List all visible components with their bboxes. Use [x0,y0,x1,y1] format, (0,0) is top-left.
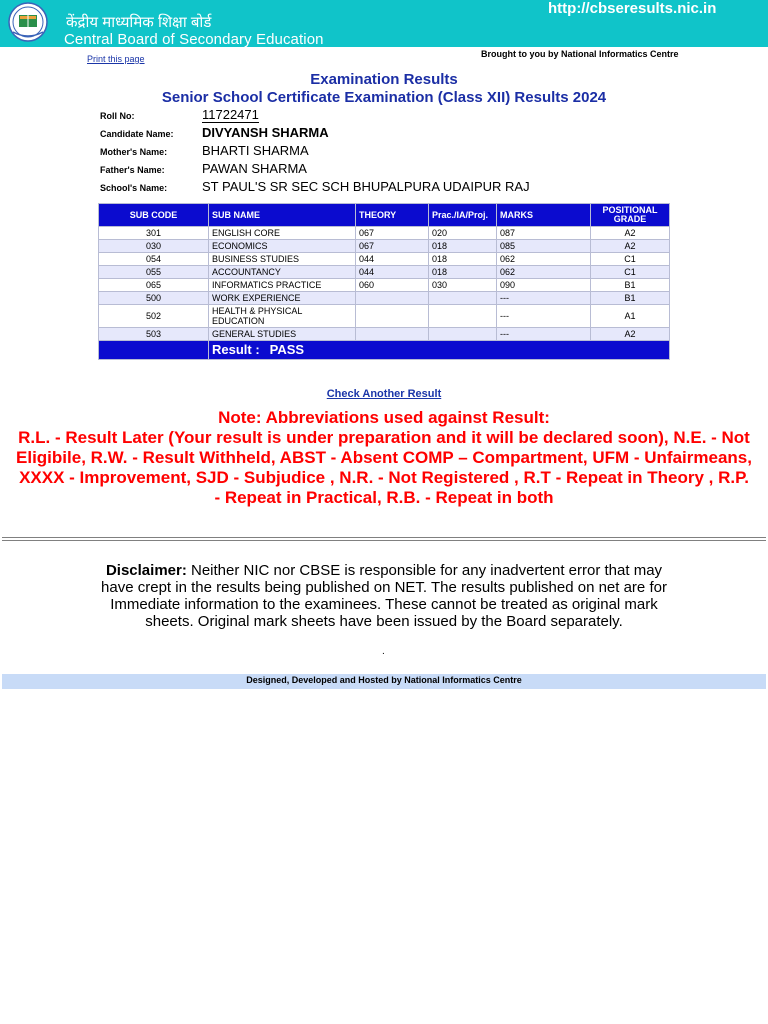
theory-cell: 067 [356,240,429,253]
candidate-name-value: DIVYANSH SHARMA [202,125,329,140]
sub-code-cell: 503 [99,328,209,341]
page-title: Examination Results [310,71,458,88]
sub-name-cell: ACCOUNTANCY [209,266,356,279]
hindi-board-title: केंद्रीय माध्यमिक शिक्षा बोर्ड [66,14,212,31]
marks-cell: 090 [497,279,591,292]
theory-cell [356,305,429,328]
trailing-dot: . [382,646,385,657]
disclaimer [96,562,672,630]
divider [2,537,766,541]
sub-code-cell: 030 [99,240,209,253]
sub-code-cell: 065 [99,279,209,292]
sub-name-cell: ECONOMICS [209,240,356,253]
theory-cell: 060 [356,279,429,292]
table-row [99,292,670,305]
table-header-row [99,204,670,227]
disclaimer-label: Disclaimer: [105,562,187,579]
grade-cell: B1 [591,279,670,292]
table-row [99,227,670,240]
sub-code-cell: 500 [99,292,209,305]
sub-code-cell: 055 [99,266,209,279]
disclaimer-text: Neither NIC nor CBSE is responsible for any inadvertent error that may have crept in the results being published on NET. The results published on net are for Immediate information to the examinees. These cannot be treated as original mark sheets. Original mark sheets have been issued by the Board separately. [101,562,667,630]
prac-cell: 030 [429,279,497,292]
father-name-value: PAWAN SHARMA [202,161,307,176]
sub-code-cell: 054 [99,253,209,266]
brought-by-text: Brought to you by National Informatics Centre [481,49,679,59]
cbse-logo-icon [5,2,52,44]
prac-cell: 020 [429,227,497,240]
roll-no-label: Roll No: [100,111,135,121]
prac-cell: 018 [429,253,497,266]
result-cell [209,341,670,360]
footer-bar [2,674,766,689]
table-row [99,253,670,266]
grade-cell: A2 [591,240,670,253]
sub-name-cell: INFORMATICS PRACTICE [209,279,356,292]
sub-name-cell: GENERAL STUDIES [209,328,356,341]
check-another-result-link[interactable]: Check Another Result [326,388,442,400]
grade-cell: C1 [591,253,670,266]
theory-cell: 067 [356,227,429,240]
grade-cell: A2 [591,227,670,240]
table-row [99,328,670,341]
candidate-name-label: Candidate Name: [100,129,174,139]
roll-no-value: 11722471 [202,107,259,122]
theory-cell [356,292,429,305]
father-name-label: Father's Name: [100,165,165,175]
marks-cell: --- [497,305,591,328]
header-theory: THEORY [356,204,429,227]
header-positional-grade: POSITIONAL GRADE [591,204,670,227]
theory-cell: 044 [356,266,429,279]
result-row [99,341,670,360]
sub-code-cell: 301 [99,227,209,240]
prac-cell [429,328,497,341]
marks-cell: 062 [497,253,591,266]
theory-cell: 044 [356,253,429,266]
table-row [99,279,670,292]
table-row [99,305,670,328]
sub-name-cell: BUSINESS STUDIES [209,253,356,266]
sub-code-cell: 502 [99,305,209,328]
sub-name-cell: HEALTH & PHYSICAL EDUCATION [209,305,356,328]
footer-text: Designed, Developed and Hosted by National Informatics Centre [246,675,522,685]
table-row [99,240,670,253]
marks-cell: --- [497,292,591,305]
site-url[interactable]: http://cbseresults.nic.in [548,0,717,17]
header-marks: MARKS [497,204,591,227]
marks-cell: --- [497,328,591,341]
english-board-title: Central Board of Secondary Education [64,31,324,48]
grade-cell: C1 [591,266,670,279]
theory-cell [356,328,429,341]
sub-name-cell: ENGLISH CORE [209,227,356,240]
mother-name-value: BHARTI SHARMA [202,143,309,158]
abbreviations-note [16,408,752,508]
note-heading: Note: Abbreviations used against Result: [218,408,550,427]
note-body: R.L. - Result Later (Your result is under preparation and it will be declared soon), N.E. - Not Eligibile, R.W. - Result Withheld, ABST - Absent COMP – Compartment, UFM - Unfairmeans, XXXX - Improvement, SJD - Subjudice , N.R. - Not Registered , R.T - Repeat in Theory , R.P. - Repeat in Practical, R.B. - Repeat in both [16,428,752,507]
prac-cell [429,305,497,328]
prac-cell: 018 [429,240,497,253]
marks-cell: 062 [497,266,591,279]
header-sub-name: SUB NAME [209,204,356,227]
header-banner [0,0,768,47]
mother-name-label: Mother's Name: [100,147,168,157]
results-table [98,203,670,360]
grade-cell: A2 [591,328,670,341]
table-row [99,266,670,279]
prac-cell: 018 [429,266,497,279]
print-page-link[interactable]: Print this page [87,54,145,64]
school-name-value: ST PAUL'S SR SEC SCH BHUPALPURA UDAIPUR RAJ [202,179,530,194]
header-prac: Prac./IA/Proj. [429,204,497,227]
marks-cell: 087 [497,227,591,240]
result-label: Result : [212,342,260,357]
school-name-label: School's Name: [100,183,168,193]
result-spacer-cell [99,341,209,360]
header-sub-code: SUB CODE [99,204,209,227]
grade-cell: A1 [591,305,670,328]
prac-cell [429,292,497,305]
marks-cell: 085 [497,240,591,253]
result-value: PASS [269,342,305,357]
page-subtitle: Senior School Certificate Examination (Class XII) Results 2024 [161,89,607,106]
sub-name-cell: WORK EXPERIENCE [209,292,356,305]
grade-cell: B1 [591,292,670,305]
